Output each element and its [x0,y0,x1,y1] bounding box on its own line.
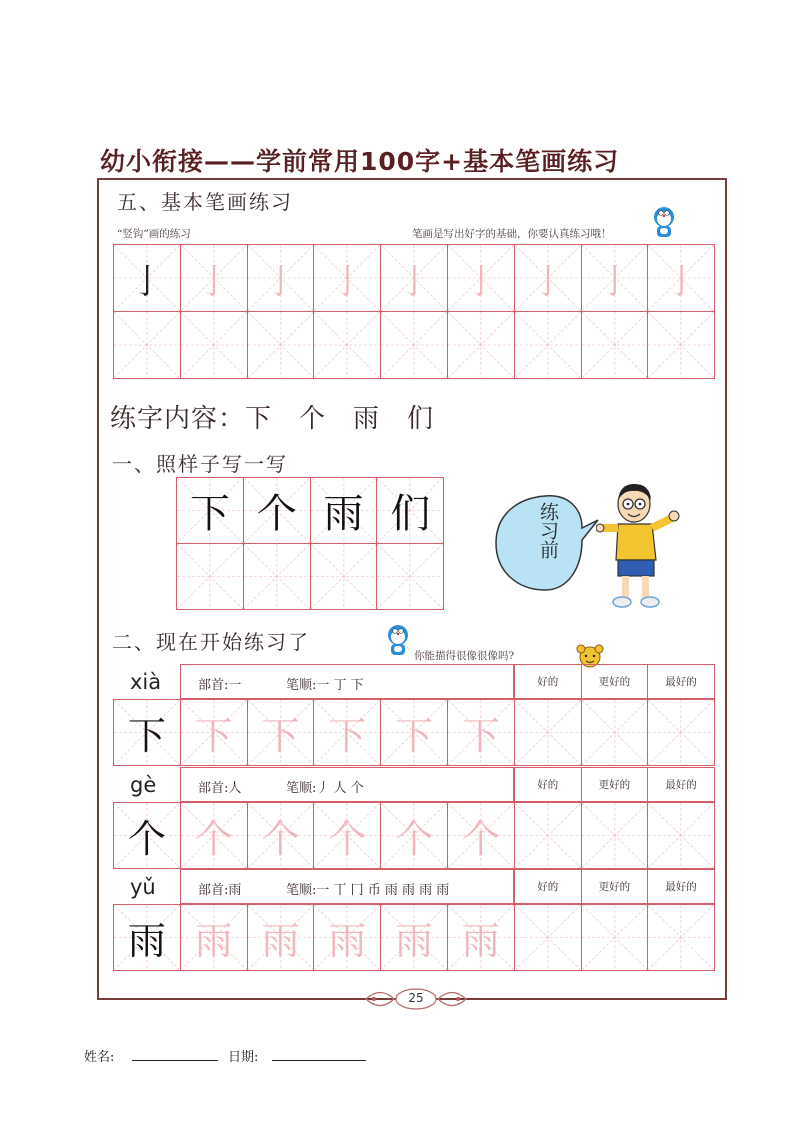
page-number: 25 [408,991,424,1005]
stroke-order-label: 笔顺:一 丅 冂 币 雨 雨 雨 雨 [286,883,450,898]
trace-character: 个 [261,817,300,861]
model-char-cell[interactable] [113,699,181,766]
practice-blank-cell[interactable] [647,904,715,971]
copy-blank-cell[interactable] [310,543,378,610]
copy-blank-cell[interactable] [176,543,244,610]
date-label: 日期: [228,1050,259,1065]
practice-blank-cell[interactable] [514,904,582,971]
radical-label: 部首:一 [198,678,242,693]
rating-label: 更好的 [581,664,649,699]
model-character: 个 [127,817,166,861]
trace-char-cell[interactable] [447,802,515,869]
example-char-cell[interactable] [243,477,311,544]
stroke-blank-cell[interactable] [247,311,315,379]
stroke-trace-cell[interactable] [447,244,515,312]
stroke-trace-cell[interactable] [514,244,582,312]
trace-character: 雨 [328,919,367,963]
trace-character: 个 [461,817,500,861]
practice-blank-cell[interactable] [514,802,582,869]
practice-blank-cell[interactable] [647,802,715,869]
page-title: 幼小衔接——学前常用100字+基本笔画练习 [100,147,620,176]
trace-char-cell[interactable] [313,904,381,971]
stroke-model-cell[interactable] [113,244,181,312]
trace-character: 雨 [261,919,300,963]
copy-blank-cell[interactable] [243,543,311,610]
example-char-cell[interactable] [376,477,444,544]
trace-character: 雨 [194,919,233,963]
name-field[interactable] [132,1060,218,1061]
trace-character: 下 [328,714,367,758]
stroke-trace-cell[interactable] [247,244,315,312]
pinyin-label: xià [130,670,162,694]
stroke-blank-cell[interactable] [380,311,448,379]
trace-char-cell[interactable] [380,802,448,869]
trace-character: 雨 [395,919,434,963]
trace-character: 下 [395,714,434,758]
rating-label: 好的 [514,664,582,699]
trace-character: 雨 [461,919,500,963]
example-char-cell[interactable] [310,477,378,544]
stroke-trace-cell[interactable] [180,244,248,312]
stroke-blank-cell[interactable] [447,311,515,379]
trace-char-cell[interactable] [180,802,248,869]
trace-char-cell[interactable] [247,904,315,971]
trace-character: 亅 [196,261,231,302]
doraemon-icon [386,624,410,658]
trace-character: 下 [261,714,300,758]
trace-character: 下 [461,714,500,758]
trace-character: 亅 [263,261,298,302]
trace-char-cell[interactable] [180,904,248,971]
practice-blank-cell[interactable] [581,802,649,869]
rating-label: 好的 [514,869,582,904]
trace-character: 亅 [463,261,498,302]
practice-blank-cell[interactable] [647,699,715,766]
trace-char-cell[interactable] [247,699,315,766]
stroke-trace-cell[interactable] [581,244,649,312]
bubble-text: 练习前 [537,502,559,559]
trace-character: 亅 [530,261,565,302]
example-char-cell[interactable] [176,477,244,544]
rating-label: 更好的 [581,869,649,904]
boy-illustration [596,478,686,614]
model-character: 们 [390,491,431,537]
trace-char-cell[interactable] [313,802,381,869]
stroke-note: “竖钩”画的练习 [117,228,191,240]
radical-label: 部首:人 [198,781,242,796]
trace-character: 亅 [330,261,365,302]
practice-blank-cell[interactable] [581,699,649,766]
trace-char-cell[interactable] [247,802,315,869]
trace-character: 个 [328,817,367,861]
stroke-tip: 笔画是写出好字的基础，你要认真练习哦！ [412,228,612,240]
stroke-blank-cell[interactable] [647,311,715,379]
stroke-blank-cell[interactable] [514,311,582,379]
section5-heading: 五、基本笔画练习 [117,190,293,214]
trace-character: 亅 [597,261,632,302]
trace-character: 个 [395,817,434,861]
stroke-blank-cell[interactable] [313,311,381,379]
stroke-order-label: 笔顺:一 丁 下 [286,678,364,693]
model-character: 下 [189,491,230,537]
trace-char-cell[interactable] [180,699,248,766]
section1-heading: 一、照样子写一写 [112,452,288,476]
stroke-trace-cell[interactable] [313,244,381,312]
trace-character: 下 [194,714,233,758]
trace-char-cell[interactable] [447,699,515,766]
trace-char-cell[interactable] [380,904,448,971]
rating-label: 好的 [514,767,582,802]
stroke-blank-cell[interactable] [180,311,248,379]
stroke-order-label: 笔顺:丿 人 个 [286,781,364,796]
rating-label: 最好的 [647,664,715,699]
trace-character: 亅 [664,261,699,302]
stroke-blank-cell[interactable] [113,311,181,379]
practice-blank-cell[interactable] [514,699,582,766]
stroke-trace-cell[interactable] [380,244,448,312]
radical-label: 部首:雨 [198,883,242,898]
trace-char-cell[interactable] [380,699,448,766]
rating-label: 更好的 [581,767,649,802]
practice-blank-cell[interactable] [581,904,649,971]
trace-character: 个 [194,817,233,861]
section2-heading: 二、现在开始练习了 [112,630,310,654]
trace-char-cell[interactable] [313,699,381,766]
model-char-cell[interactable] [113,802,181,869]
model-char-cell[interactable] [113,904,181,971]
stroke-blank-cell[interactable] [581,311,649,379]
model-character: 亅 [129,261,164,302]
date-field[interactable] [272,1060,366,1061]
practice-content: 练字内容：下 个 雨 们 [110,404,435,434]
section2-question: 你能描得很像很像吗? [414,650,515,662]
model-character: 雨 [323,491,364,537]
doraemon-icon [652,206,676,240]
model-character: 下 [127,714,166,758]
rating-label: 最好的 [647,767,715,802]
pinyin-label: yǔ [130,875,156,899]
trace-char-cell[interactable] [447,904,515,971]
copy-blank-cell[interactable] [376,543,444,610]
pinyin-label: gè [130,773,157,797]
trace-character: 亅 [397,261,432,302]
model-character: 雨 [127,919,166,963]
name-label: 姓名: [84,1050,115,1065]
model-character: 个 [256,491,297,537]
stroke-trace-cell[interactable] [647,244,715,312]
rating-label: 最好的 [647,869,715,904]
